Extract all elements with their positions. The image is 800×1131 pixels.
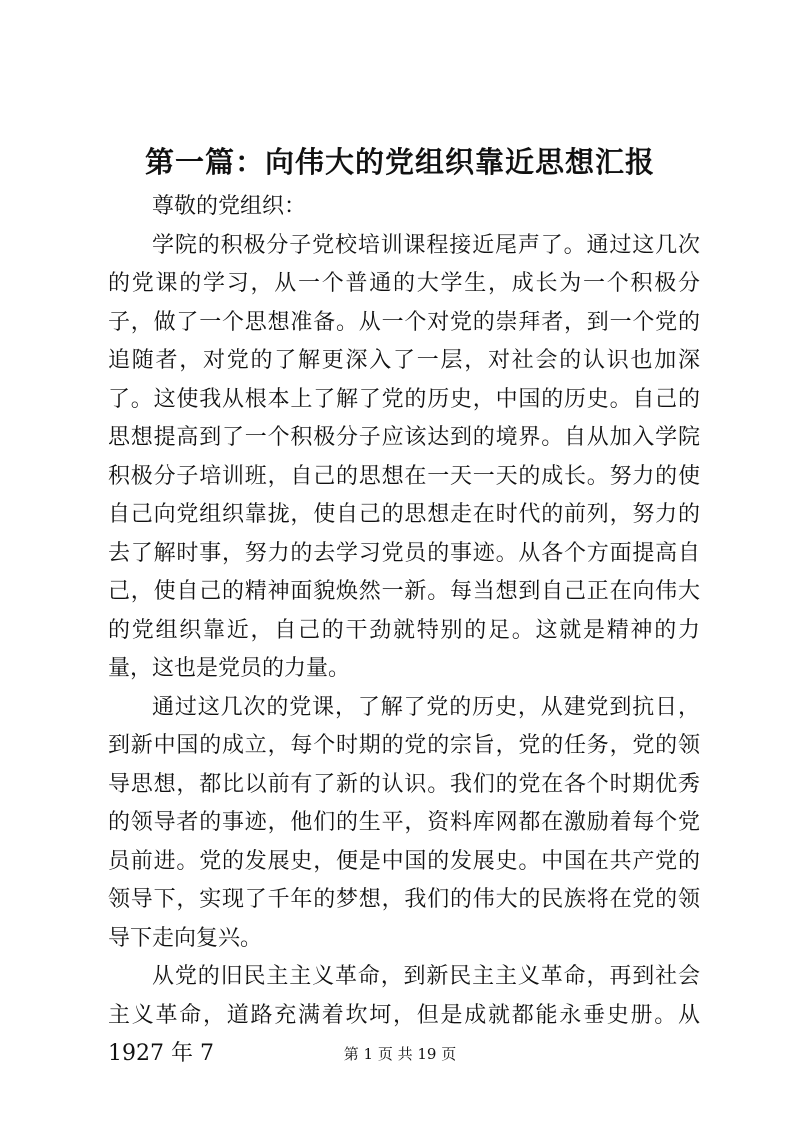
paragraph-2: 通过这几次的党课，了解了党的历史，从建党到抗日，到新中国的成立，每个时期的党的宗旨，党的任务，党的领导思想，都比以前有了新的认识。我们的党在各个时期优秀的领导者的事迹，他们的生平，资料库网都在激励着每个党员前进。党的发展史，便是中国的发展史。中国在共产党的领导下，实现了千年的梦想，我们的伟大的民族将在党的领导下走向复兴。 <box>108 694 700 951</box>
paragraph-3: 从党的旧民主主义革命，到新民主主义革命，再到社会主义革命，道路充满着坎坷，但是成就都能永垂史册。从 1927 年 7 <box>108 964 700 1066</box>
page-title: 第一篇：向伟大的党组织靠近思想汇报 <box>144 145 655 179</box>
page-indicator: 第 1 页 共 19 页 <box>343 1045 457 1063</box>
paragraph-1: 学院的积极分子党校培训课程接近尾声了。通过这几次的党课的学习，从一个普通的大学生，成长为一个积极分子，做了一个思想准备。从一个对党的崇拜者，到一个党的追随者，对党的了解更深入了一层，对社会的认识也加深了。这使我从根本上了解了党的历史，中国的历史。自己的思想提高到了一个积极分子应该达到的境界。自从加入学院积极分子培训班，自己的思想在一天一天的成长。努力的使自己向党组织靠拢，使自己的思想走在时代的前列，努力的去了解时事，努力的去学习党员的事迹。从各个方面提高自己，使自己的精神面貌焕然一新。每当想到自己正在向伟大的党组织靠近，自己的干劲就特别的足。这就是精神的力量，这也是党员的力量。 <box>108 232 700 681</box>
salutation: 尊敬的党组织： <box>152 194 307 219</box>
document-body <box>108 188 700 1074</box>
